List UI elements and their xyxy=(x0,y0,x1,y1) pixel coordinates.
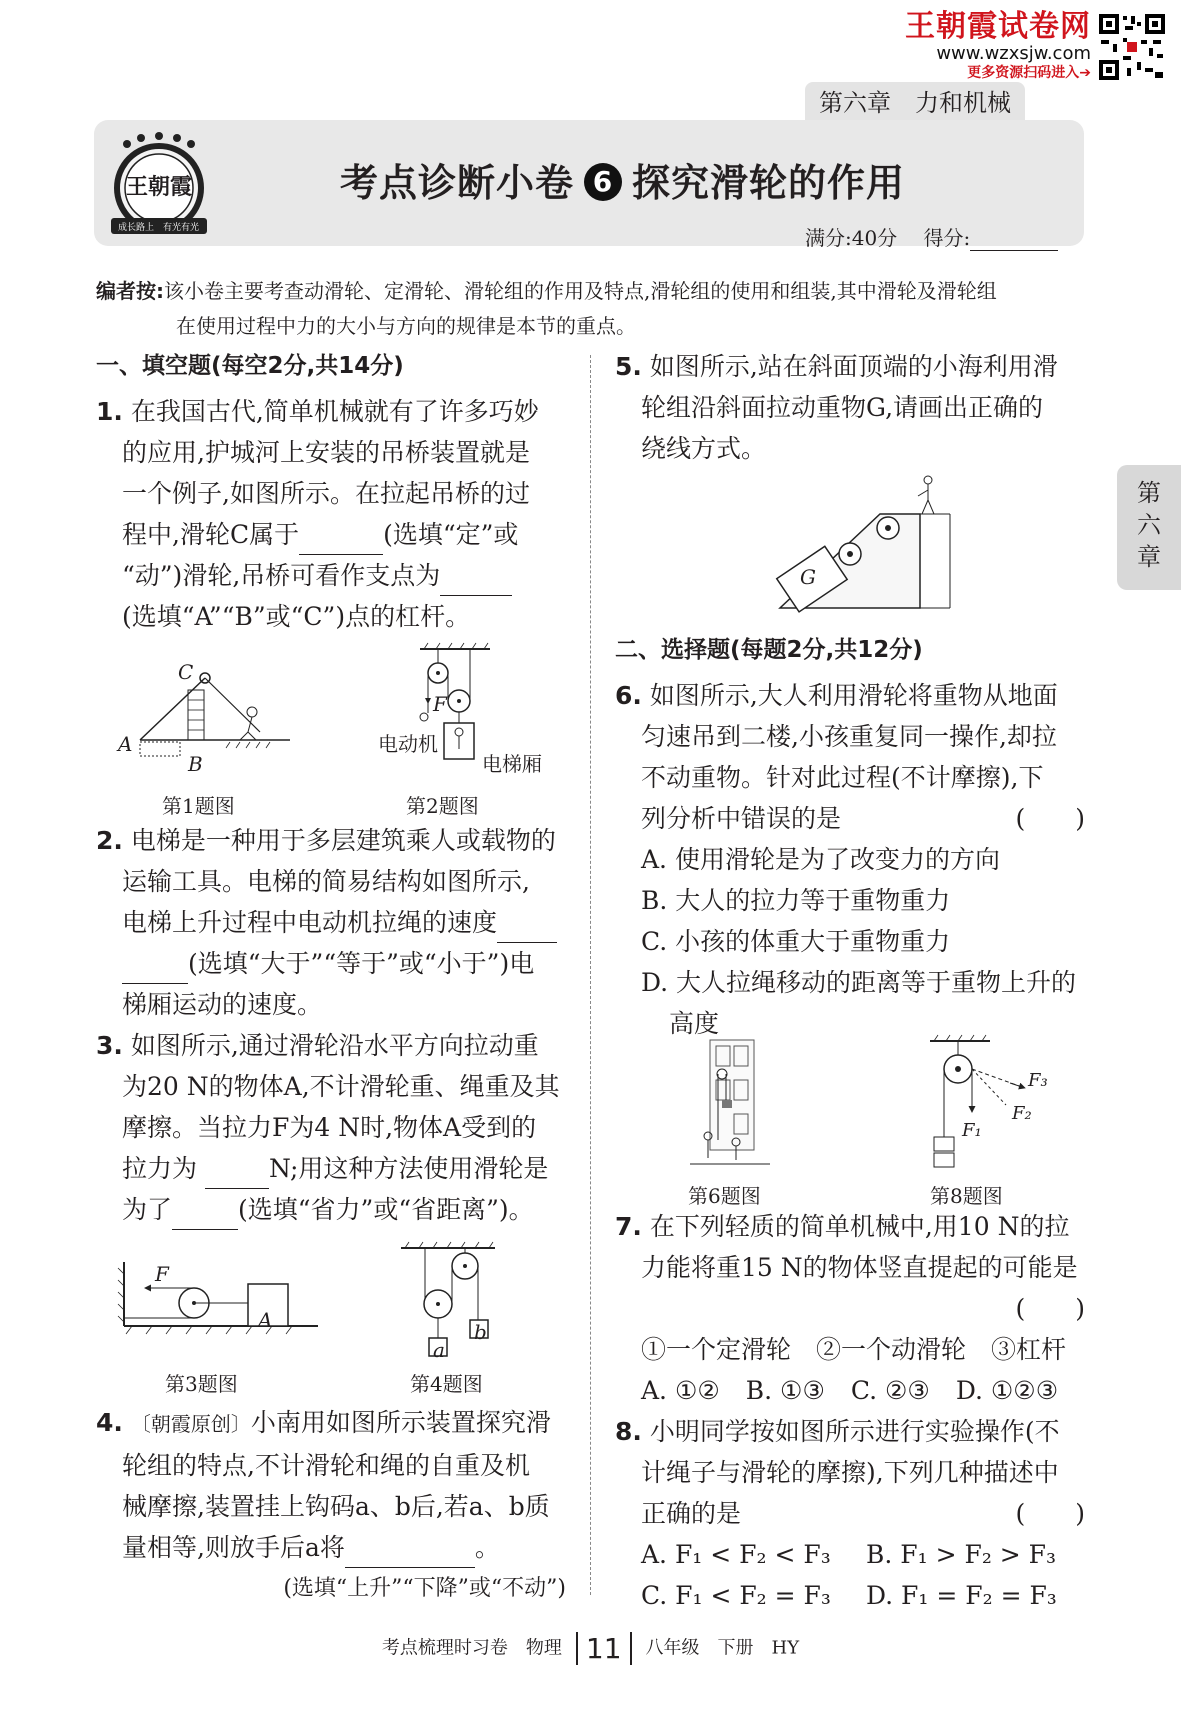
left-column-2 xyxy=(96,820,566,1230)
question-4 xyxy=(96,1402,566,1609)
q4-blank[interactable] xyxy=(345,1545,475,1568)
q6-option-d-cont: 高度 xyxy=(669,1009,720,1038)
q2-line: 梯厢运动的速度。 xyxy=(122,990,323,1019)
q2-line: (选填“大于”“等于”或“小于”)电 xyxy=(188,949,535,978)
logo-motto: 成长路上 有光有光 xyxy=(118,223,200,233)
q4-line: 械摩擦,装置挂上钩码a、b后,若a、b质 xyxy=(122,1492,550,1521)
fig1-caption: 第1题图 xyxy=(162,794,235,818)
side-tab-char: 第 xyxy=(1137,479,1161,507)
editor-note-line1: 该小卷主要考查动滑轮、定滑轮、滑轮组的作用及特点,滑轮组的使用和组装,其中滑轮及滑轮组 xyxy=(164,279,997,303)
figure-3-pulley-block xyxy=(118,1262,318,1342)
chapter-tab: 第六章 力和机械 xyxy=(805,82,1025,122)
right-column-2 xyxy=(615,630,1085,1044)
q3-blank-1[interactable] xyxy=(205,1166,269,1189)
q3-line: 为20 N的物体A,不计滑轮重、绳重及其 xyxy=(122,1072,560,1101)
fig4-label-b: b xyxy=(474,1320,487,1344)
q8-line: 计绳子与滑轮的摩擦),下列几种描述中 xyxy=(641,1458,1059,1487)
full-marks: 满分:40分 xyxy=(805,226,898,250)
q6-line: 匀速吊到二楼,小孩重复同一操作,却拉 xyxy=(641,722,1057,751)
q5-line: 如图所示,站在斜面顶端的小海利用滑 xyxy=(649,352,1058,381)
score-label: 得分: xyxy=(923,226,971,250)
q7-option-c[interactable]: C. ②③ xyxy=(850,1376,930,1405)
figure-4-pulley-set xyxy=(395,1240,515,1360)
q3-line: 如图所示,通过滑轮沿水平方向拉动重 xyxy=(130,1031,539,1060)
q6-number: 6. xyxy=(615,681,642,710)
title-main: 探究滑轮的作用 xyxy=(632,161,906,205)
editor-note-line2: 在使用过程中力的大小与方向的规律是本节的重点。 xyxy=(176,314,636,338)
fig3-caption: 第3题图 xyxy=(165,1372,238,1396)
q4-line: 轮组的特点,不计滑轮和绳的自重及机 xyxy=(122,1451,530,1480)
figure-1-drawbridge xyxy=(130,660,290,760)
fig2-label-car: 电梯厢 xyxy=(482,752,542,776)
q2-line: 电梯上升过程中电动机拉绳的速度 xyxy=(122,908,498,937)
q1-line: (选填“定”或 xyxy=(383,520,519,549)
fig8-label-f2: F₂ xyxy=(1012,1103,1032,1124)
q8-option-d[interactable]: D. F₁ = F₂ = F₃ xyxy=(866,1581,1057,1610)
q6-option-d[interactable]: D. 大人拉绳移动的距离等于重物上升的 xyxy=(641,968,1077,997)
q3-line: 拉力为 xyxy=(122,1154,198,1183)
q6-line: 不动重物。针对此过程(不计摩擦),下 xyxy=(641,763,1044,792)
page-footer xyxy=(0,1632,1181,1665)
q8-option-c[interactable]: C. F₁ < F₂ = F₃ xyxy=(641,1581,831,1610)
q3-line: (选填“省力”或“省距离”)。 xyxy=(238,1195,534,1224)
question-5 xyxy=(615,346,1085,469)
brand-url[interactable]: www.wzxsjw.com xyxy=(936,43,1091,64)
q7-option-d[interactable]: D. ①②③ xyxy=(955,1376,1059,1405)
page-number: 11 xyxy=(576,1632,632,1665)
left-column xyxy=(96,346,566,637)
title-number: 6 xyxy=(584,163,622,201)
fig3-label-a: A xyxy=(258,1308,273,1332)
side-tab-char: 六 xyxy=(1137,511,1161,539)
q2-blank-2[interactable] xyxy=(122,961,188,984)
q1-line: 一个例子,如图所示。在拉起吊桥的过 xyxy=(122,479,530,508)
fig2-caption: 第2题图 xyxy=(406,794,479,818)
q7-line: 在下列轻质的简单机械中,用10 N的拉 xyxy=(649,1212,1070,1241)
right-column-3 xyxy=(615,1206,1085,1616)
fig8-label-f3: F₃ xyxy=(1028,1070,1048,1091)
question-8 xyxy=(615,1411,1085,1616)
editor-note xyxy=(96,274,1086,344)
q5-line: 轮组沿斜面拉动重物G,请画出正确的 xyxy=(641,393,1044,422)
fig1-label-c: C xyxy=(178,660,194,684)
question-2 xyxy=(96,820,566,1025)
footer-right: 八年级 下册 HY xyxy=(645,1637,800,1659)
q8-line: 正确的是 xyxy=(641,1499,742,1528)
fig5-label-g: G xyxy=(800,565,816,589)
q4-line: (选填“上升”“下降”或“不动”) xyxy=(283,1576,566,1601)
question-3 xyxy=(96,1025,566,1230)
fig1-label-b: B xyxy=(188,752,203,776)
fig1-label-a: A xyxy=(118,732,133,756)
fig3-label-f: F xyxy=(155,1262,169,1286)
q6-line: 如图所示,大人利用滑轮将重物从地面 xyxy=(649,681,1058,710)
q3-number: 3. xyxy=(96,1031,123,1060)
section1-title: 一、填空题(每空2分,共14分) xyxy=(96,353,404,379)
section2-title: 二、选择题(每题2分,共12分) xyxy=(615,637,923,663)
q4-line: 量相等,则放手后a将 xyxy=(122,1533,345,1562)
fig2-label-motor: 电动机 xyxy=(378,732,438,756)
question-6 xyxy=(615,675,1085,1044)
logo-text: 王朝霞 xyxy=(126,174,193,200)
q7-option-a[interactable]: A. ①② xyxy=(641,1376,720,1405)
q1-line: (选填“A”“B”或“C”)点的杠杆。 xyxy=(122,602,471,631)
score-blank[interactable] xyxy=(970,228,1058,251)
q3-line: N;用这种方法使用滑轮是 xyxy=(268,1154,549,1183)
chapter-side-tab xyxy=(1117,465,1181,590)
fig2-label-f: F xyxy=(433,692,447,716)
q1-line: 在我国古代,简单机械就有了许多巧妙 xyxy=(130,397,539,426)
q1-blank-2[interactable] xyxy=(440,573,512,596)
question-1 xyxy=(96,391,566,637)
fig4-caption: 第4题图 xyxy=(410,1372,483,1396)
editor-note-label: 编者按: xyxy=(96,279,164,303)
q1-number: 1. xyxy=(96,397,123,426)
q4-line: 。 xyxy=(474,1533,500,1562)
q3-line: 为了 xyxy=(122,1195,173,1224)
q2-line: 电梯是一种用于多层建筑乘人或载物的 xyxy=(130,826,556,855)
q6-answer-paren[interactable]: ( ) xyxy=(1015,804,1085,833)
q8-number: 8. xyxy=(615,1417,642,1446)
q4-number: 4. xyxy=(96,1408,123,1437)
page-title xyxy=(340,152,905,207)
q5-line: 绕线方式。 xyxy=(641,434,767,463)
q8-answer-paren[interactable]: ( ) xyxy=(1015,1499,1085,1528)
q8-line: 小明同学按如图所示进行实验操作(不 xyxy=(649,1417,1060,1446)
q1-line: 的应用,护城河上安装的吊桥装置就是 xyxy=(122,438,530,467)
q1-line: 程中,滑轮C属于 xyxy=(122,520,300,549)
q5-number: 5. xyxy=(615,352,642,381)
q7-items: ①一个定滑轮 ②一个动滑轮 ③杠杆 xyxy=(641,1335,1067,1364)
q2-line: 运输工具。电梯的简易结构如图所示, xyxy=(122,867,530,896)
title-prefix: 考点诊断小卷 xyxy=(340,161,575,205)
brand-name: 王朝霞试卷网 xyxy=(905,9,1091,44)
side-tab-char: 章 xyxy=(1137,543,1161,571)
q6-option-b[interactable]: B. 大人的拉力等于重物重力 xyxy=(641,886,951,915)
fig8-label-f1: F₁ xyxy=(962,1120,982,1141)
brand-more: 更多资源扫码进入➔ xyxy=(967,65,1091,81)
q7-number: 7. xyxy=(615,1212,642,1241)
q1-line: “动”)滑轮,吊桥可看作支点为 xyxy=(122,561,441,590)
q8-option-b[interactable]: B. F₁ > F₂ > F₃ xyxy=(866,1540,1057,1569)
fig6-caption: 第6题图 xyxy=(688,1184,761,1208)
q2-number: 2. xyxy=(96,826,123,855)
left-column-3 xyxy=(96,1402,566,1609)
score-line xyxy=(805,222,1058,251)
q7-answer-paren[interactable]: ( ) xyxy=(1015,1294,1085,1323)
q7-line: 力能将重15 N的物体竖直提起的可能是 xyxy=(641,1253,1078,1282)
q3-blank-2[interactable] xyxy=(172,1207,238,1230)
figure-5-incline xyxy=(770,468,960,618)
qr-code-icon[interactable] xyxy=(1097,12,1167,82)
q3-line: 摩擦。当拉力F为4 N时,物体A受到的 xyxy=(122,1113,537,1142)
figure-6-building-pulley xyxy=(690,1040,770,1170)
brand-block xyxy=(905,10,1091,82)
q4-tag: 〔朝霞原创〕 xyxy=(130,1412,251,1436)
q4-line: 小南用如图所示装置探究滑 xyxy=(250,1408,551,1437)
fig8-caption: 第8题图 xyxy=(930,1184,1003,1208)
q7-option-b[interactable]: B. ①③ xyxy=(745,1376,825,1405)
column-divider xyxy=(590,355,591,1595)
q1-blank-1[interactable] xyxy=(299,532,383,555)
right-column xyxy=(615,346,1085,469)
q6-option-a[interactable]: A. 使用滑轮是为了改变力的方向 xyxy=(641,845,1000,874)
q2-blank-1[interactable] xyxy=(497,920,557,943)
q6-line: 列分析中错误的是 xyxy=(641,804,842,833)
q6-option-c[interactable]: C. 小孩的体重大于重物重力 xyxy=(641,927,951,956)
fig4-label-a: a xyxy=(433,1338,445,1362)
question-7 xyxy=(615,1206,1085,1411)
footer-left: 考点梳理时习卷 物理 xyxy=(381,1637,562,1659)
q8-option-a[interactable]: A. F₁ < F₂ < F₃ xyxy=(641,1540,831,1569)
